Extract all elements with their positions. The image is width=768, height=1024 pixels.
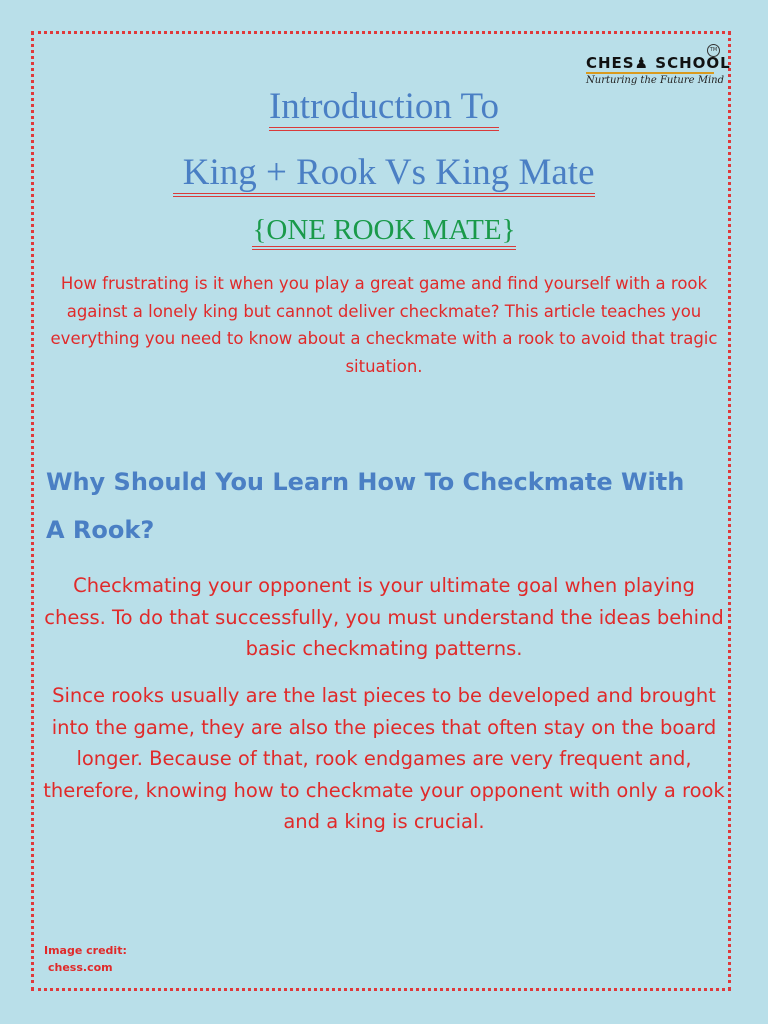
image-credit-source: chess.com: [48, 961, 113, 974]
subtitle-text: {ONE ROOK MATE}: [252, 216, 515, 250]
title-line-2-text: King + Rook Vs King Mate: [173, 154, 594, 197]
chess-school-logo: [586, 44, 731, 90]
logo-tagline: Nurturing the Future Mind: [586, 75, 724, 86]
image-credit-label: Image credit:: [44, 944, 127, 957]
intro-paragraph: How frustrating is it when you play a great game and find yourself with a rook against a lonely king but cannot deliver checkmate? This article teaches you everything you need to know about a checkmate with a rook to avoid that tragic situation.: [50, 274, 718, 376]
subtitle: [0, 216, 768, 250]
trademark-icon: TM: [707, 44, 720, 57]
title-line-1: [0, 88, 768, 131]
image-credit: [44, 942, 127, 976]
title-line-1-text: Introduction To: [269, 88, 499, 131]
logo-divider: [586, 72, 714, 74]
body-paragraph-1: Checkmating your opponent is your ultimate goal when playing chess. To do that successfully, you must understand the ideas behind basic checkmating patterns.: [44, 574, 724, 660]
title-line-2: [0, 154, 768, 197]
section-heading: Why Should You Learn How To Checkmate With A Rook?: [46, 468, 685, 544]
body-paragraph-2: Since rooks usually are the last pieces to be developed and brought into the game, they are also the pieces that often stay on the board longer. Because of that, rook endgames are very frequent and, therefore, knowing how to checkmate your opponent with only a rook and a king is crucial.: [43, 684, 725, 833]
logo-name: CHES♟ SCHOOL: [586, 54, 731, 72]
